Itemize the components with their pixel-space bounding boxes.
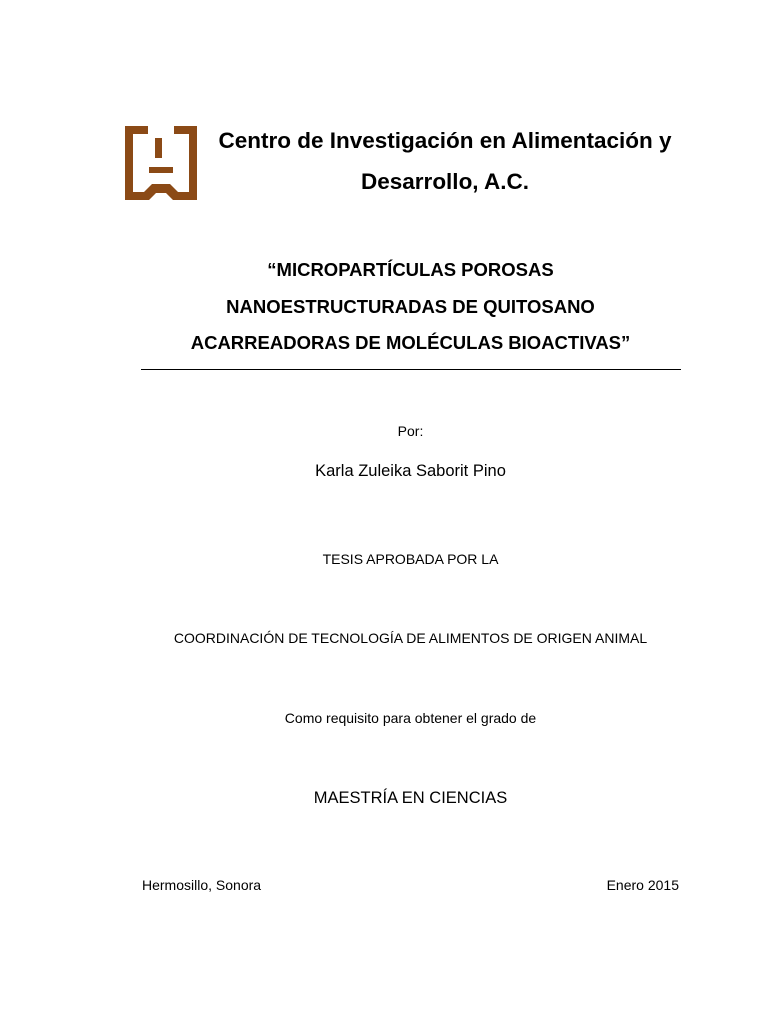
thesis-title-line-2: NANOESTRUCTURADAS DE QUITOSANO: [226, 295, 595, 317]
degree-name: MAESTRÍA EN CIENCIAS: [313, 789, 508, 807]
institution-line-1: Centro de Investigación en Alimentación y: [218, 128, 672, 153]
coordination-name: COORDINACIÓN DE TECNOLOGÍA DE ALIMENTOS DE ORIGEN ANIMAL: [173, 630, 648, 646]
requirement-text: Como requisito para obtener el grado de: [284, 710, 537, 726]
place-text: Hermosillo, Sonora: [142, 877, 262, 893]
institution-name: [210, 120, 680, 202]
author-name: Karla Zuleika Saborit Pino: [315, 462, 506, 480]
date-text: Enero 2015: [606, 877, 679, 893]
ciad-logo-icon: [124, 125, 198, 201]
title-divider: [141, 369, 681, 370]
logo-shape: [125, 126, 197, 200]
thesis-title-line-1: “MICROPARTÍCULAS POROSAS: [267, 259, 554, 280]
by-label: Por:: [397, 423, 424, 439]
thesis-title: [140, 252, 681, 362]
approved-label: TESIS APROBADA POR LA: [322, 551, 499, 567]
institution-line-2: Desarrollo, A.C.: [361, 169, 529, 194]
thesis-title-line-3: ACARREADORAS DE MOLÉCULAS BIOACTIVAS”: [190, 332, 631, 353]
